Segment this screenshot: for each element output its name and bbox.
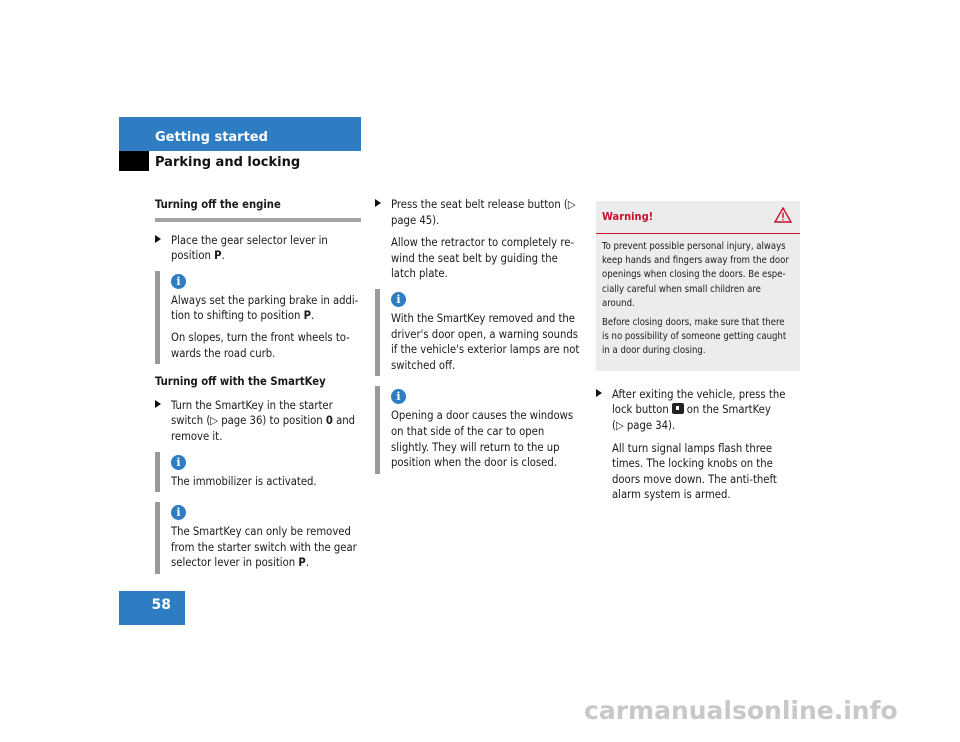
page-number-box (119, 591, 185, 625)
column-right (596, 201, 802, 510)
info-note-windows (375, 386, 581, 473)
info-icon: i (171, 274, 186, 289)
step-text: ) to position (262, 414, 323, 428)
step-arrow-icon (155, 400, 161, 408)
step-lock-vehicle: After exiting the vehicle, press the lock button on the SmartKey (▷ page 34). All turn signal lamps flash three times. The locking knobs on the doors move down. The anti-theft alarm system is armed. (596, 387, 802, 503)
step-text: ). (432, 213, 440, 227)
step-text: on the SmartKey (686, 403, 771, 417)
info-text: The SmartKey can only be removed from the starter switch with the gear selector lever in position (171, 525, 357, 570)
page-ref-link[interactable]: page 34 (626, 419, 669, 433)
warning-title (596, 209, 800, 234)
info-note-immobilizer (155, 452, 361, 493)
subheading-smartkey: Turning off with the SmartKey (155, 375, 326, 389)
step-text: After exiting the vehicle, press the lock button (612, 387, 786, 417)
info-icon: i (391, 389, 406, 404)
info-text: With the SmartKey removed and the driver's door open, a warning sounds if the vehicle's exterior lamps are not switched off. (391, 311, 580, 372)
step-gear-selector: Place the gear selector lever in position P. (155, 233, 361, 264)
step-text: and remove it. (171, 414, 356, 443)
step-arrow-icon (596, 389, 602, 397)
info-text: Opening a door causes the windows on that side of the car to open slightly. They will return to the up position when the door is closed. (391, 409, 574, 470)
info-note-smartkey-removal: i The SmartKey can only be removed from the starter switch with the gear selector lever in position P. (155, 502, 361, 574)
chapter-title: Getting started (155, 130, 268, 145)
step-text-result: All turn signal lamps flash three times. The locking knobs on the doors move down. The anti-theft alarm system is armed. (612, 441, 777, 502)
info-note-parking-brake: i Always set the parking brake in addi-tion to shifting to position P. On slopes, turn the front wheels to-wards the road curb. (155, 271, 361, 364)
info-text: Always set the parking brake in addi-tion to shifting to position (171, 293, 359, 323)
warning-text: To prevent possible personal injury, always keep hands and fingers away from the door openings when closing the doors. Be espe-cially careful when small children are around. (602, 240, 789, 310)
warning-title-text: Warning! (602, 210, 654, 223)
step-text: Place the gear selector lever in position (171, 233, 328, 263)
step-text: Turn the SmartKey in the starter switch ( (171, 398, 333, 428)
heading-turning-off-engine: Turning off the engine (155, 197, 361, 222)
info-icon: i (171, 455, 186, 470)
column-middle (375, 197, 581, 484)
step-seat-belt (375, 197, 581, 282)
warning-text: Before closing doors, make sure that there is no possibility of someone getting caught in a door during closing. (602, 316, 787, 357)
warning-box (596, 201, 800, 371)
warning-triangle-icon (774, 207, 792, 223)
info-icon: i (171, 505, 186, 520)
page-ref-icon: ▷ (567, 198, 576, 211)
step-turn-smartkey (155, 398, 361, 445)
info-note-warning-sound (375, 289, 581, 376)
section-title: Parking and locking (155, 155, 301, 170)
lock-button-icon (672, 403, 684, 414)
step-text-retractor: Allow the retractor to completely re-wind the seat belt by guiding the latch plate. (391, 236, 575, 281)
info-text: The immobilizer is activated. (171, 474, 317, 488)
step-bold: 0 (325, 414, 333, 428)
step-text: Press the seat belt release button ( (391, 198, 568, 211)
info-bold: P (303, 309, 311, 323)
watermark: carmanualsonline.info (584, 696, 898, 725)
section-marker (119, 151, 149, 171)
chapter-header (119, 117, 361, 151)
info-text-slopes: On slopes, turn the front wheels to-wards the road curb. (171, 330, 350, 360)
page-ref-link[interactable]: page 45 (391, 213, 433, 227)
info-icon: i (391, 292, 406, 307)
step-arrow-icon (375, 199, 381, 207)
page-ref-icon: ▷ (615, 419, 624, 433)
page-number: 58 (151, 597, 171, 613)
step-bold: P (214, 249, 222, 263)
info-bold: P (298, 556, 306, 570)
step-arrow-icon (155, 235, 161, 243)
page-ref-icon: ▷ (210, 414, 219, 428)
column-left (155, 197, 361, 584)
page-ref-link[interactable]: page 36 (221, 414, 263, 428)
